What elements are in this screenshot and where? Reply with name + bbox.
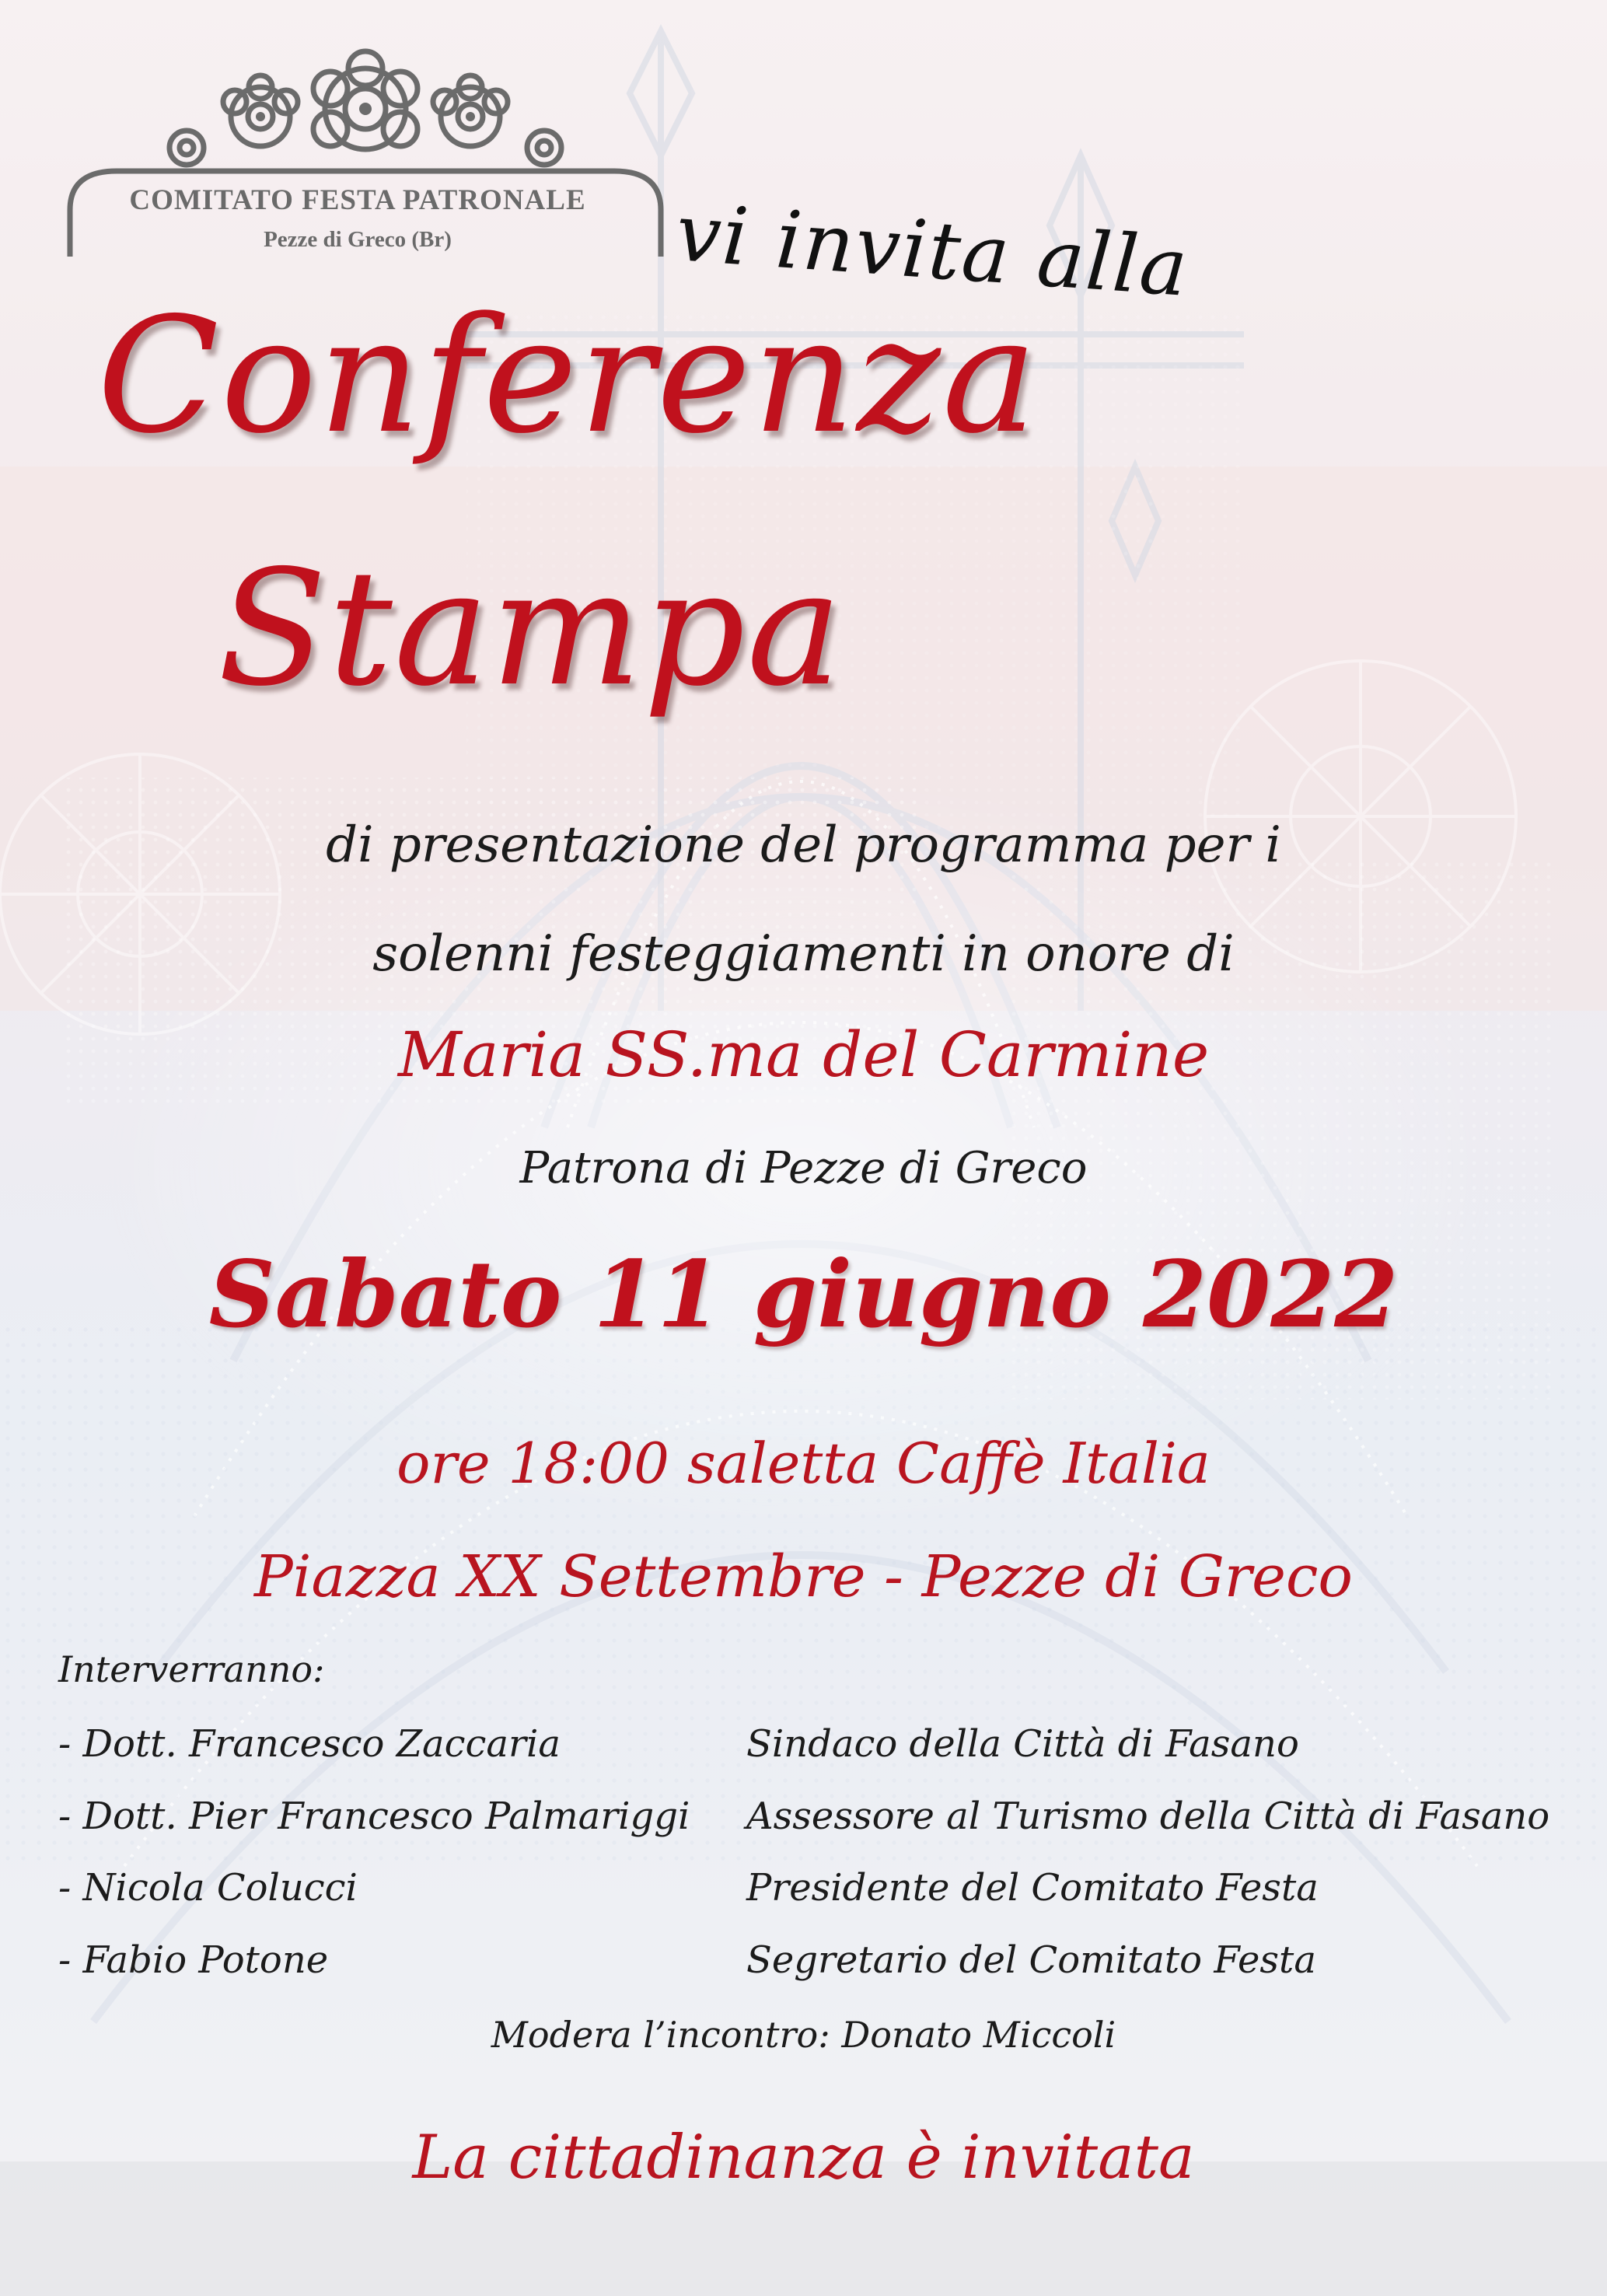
honoree: Maria SS.ma del Carmine	[397, 1019, 1210, 1091]
logo-title: COMITATO FESTA PATRONALE	[129, 184, 586, 216]
speaker-name: - Dott. Pier Francesco Palmariggi	[58, 1795, 690, 1838]
invite-line: vi invita alla	[672, 187, 1192, 315]
speakers-heading: Interverranno:	[58, 1648, 325, 1690]
event-date: Sabato 11 giugno 2022	[208, 1240, 1399, 1348]
intro-line-1: di presentazione del programma per i	[326, 816, 1281, 874]
event-time-venue: ore 18:00 saletta Caffè Italia	[397, 1431, 1210, 1496]
title-line-2: Stampa	[218, 536, 844, 722]
title-line-1: Conferenza	[97, 284, 1039, 469]
patron-line: Patrona di Pezze di Greco	[519, 1143, 1088, 1193]
speaker-name: - Dott. Francesco Zaccaria	[58, 1722, 561, 1766]
speaker-name: - Nicola Colucci	[58, 1866, 358, 1910]
speaker-role: Segretario del Comitato Festa	[746, 1938, 1316, 1982]
moderator-line: Modera l’incontro: Donato Miccoli	[491, 2014, 1116, 2056]
speaker-role: Presidente del Comitato Festa	[746, 1866, 1319, 1910]
speaker-name: - Fabio Potone	[58, 1938, 329, 1982]
event-place: Piazza XX Settembre - Pezze di Greco	[254, 1543, 1353, 1610]
intro-line-2: solenni festeggiamenti in onore di	[372, 925, 1235, 983]
speaker-role: Sindaco della Città di Fasano	[746, 1722, 1299, 1766]
closing-line: La cittadinanza è invitata	[412, 2123, 1195, 2193]
speaker-role: Assessore al Turismo della Città di Fasano	[746, 1795, 1550, 1838]
logo-subtitle: Pezze di Greco (Br)	[264, 227, 452, 252]
